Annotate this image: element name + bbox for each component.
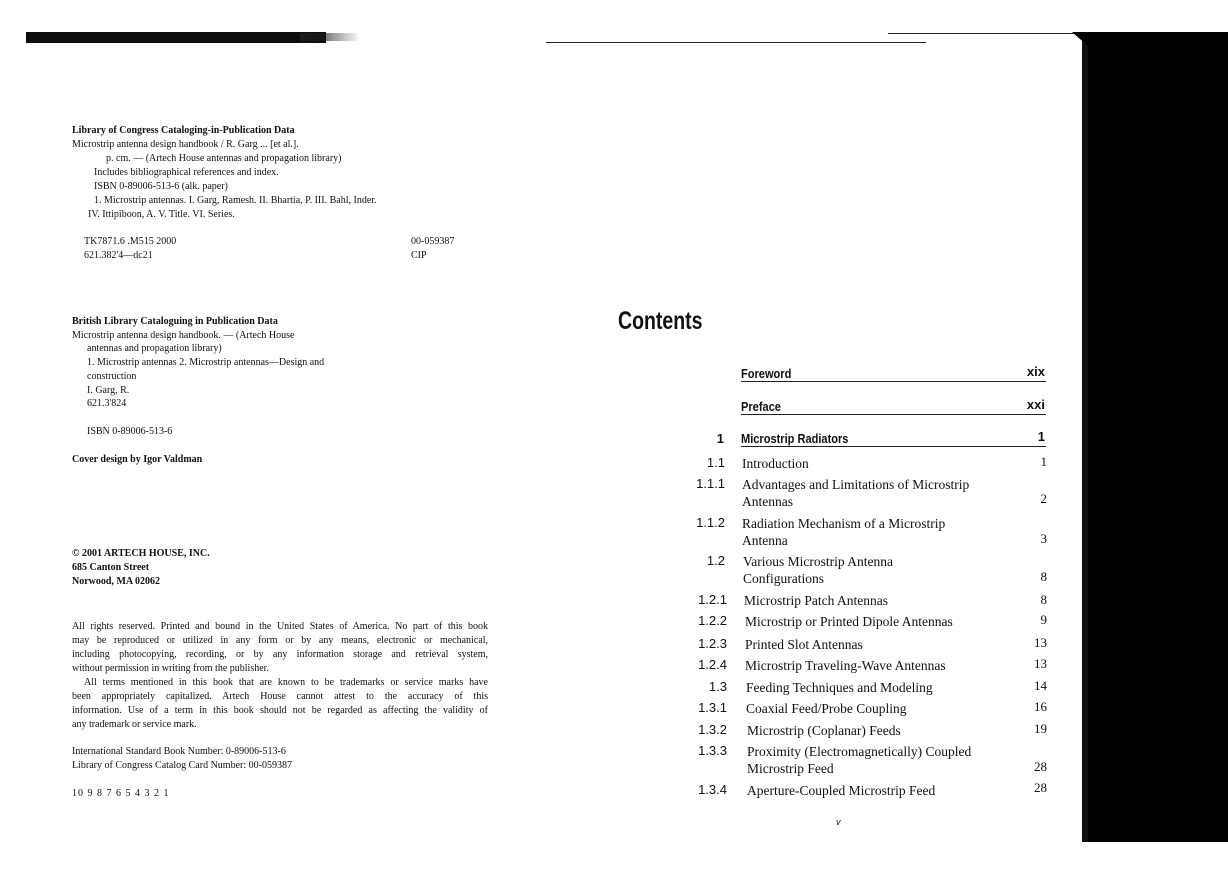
toc-entry-page: 8 (1040, 569, 1047, 584)
toc-foreword-page: xix (1026, 364, 1045, 379)
toc-rule (741, 381, 1046, 382)
toc-chapter-title: Microstrip Radiators (741, 431, 849, 446)
bl-line: 621.3'824 (87, 398, 127, 409)
toc-entry-title: Radiation Mechanism of a Microstrip (742, 516, 946, 531)
toc-entry-title: Various Microstrip Antenna (743, 554, 893, 569)
toc-entry-page: 8 (1040, 592, 1047, 607)
rights-line: may be reproduced or utilized in any form or by any means, electronic or mechanical, (72, 635, 488, 646)
cip-label: CIP (411, 250, 427, 261)
toc-entry-page: 1 (1040, 454, 1047, 469)
toc-foreword: Foreword (741, 366, 792, 381)
loc-line: 1. Microstrip antennas. I. Garg, Ramesh. II. Bhartia, P. III. Bahl, Inder. (94, 195, 377, 206)
rights-line: without permission in writing from the publisher. (72, 663, 269, 674)
page-folio: v (836, 817, 841, 827)
toc-entry-number: 1.2.4 (698, 657, 727, 672)
trademark-line: information. Use of a term in this book should not be regarded as affecting the validity of (72, 705, 488, 716)
toc-entry-title: Microstrip or Printed Dipole Antennas (745, 614, 953, 629)
toc-chapter-page: 1 (1037, 429, 1045, 444)
trademark-line: any trademark or service mark. (72, 719, 197, 730)
loc-line: IV. Ittipiboon, A. V. Title. VI. Series. (88, 209, 235, 220)
toc-entry-title: Advantages and Limitations of Microstrip (742, 477, 970, 492)
dewey-number: 621.382'4—dc21 (84, 250, 153, 261)
page-title: Contents (618, 307, 703, 335)
toc-entry-title: Antenna (742, 533, 788, 548)
toc-entry-title: Printed Slot Antennas (745, 637, 863, 652)
toc-entry-number: 1.3 (708, 679, 727, 694)
toc-entry-title: Microstrip Traveling-Wave Antennas (745, 658, 946, 673)
toc-rule (741, 446, 1046, 447)
copyright-notice: © 2001 ARTECH HOUSE, INC. (72, 548, 210, 559)
publisher-address: 685 Canton Street (72, 562, 150, 573)
scan-edge-line-2 (888, 33, 1078, 34)
bl-line: 1. Microstrip antennas 2. Microstrip antennas—Design and (87, 357, 325, 368)
bl-isbn: ISBN 0-89006-513-6 (87, 426, 173, 437)
lccn: 00-059387 (411, 236, 455, 247)
toc-entry-page: 13 (1034, 635, 1047, 650)
toc-entry-title: Coaxial Feed/Probe Coupling (746, 701, 907, 716)
loc-line: Microstrip antenna design handbook / R. Garg ... [et al.]. (72, 139, 299, 150)
bl-line: antennas and propagation library) (87, 343, 222, 354)
trademark-line: been appropriately capitalized. Artech House cannot attest to the accuracy of this (72, 691, 488, 702)
bl-heading: British Library Cataloguing in Publication Data (72, 316, 278, 327)
toc-entry-title: Aperture-Coupled Microstrip Feed (747, 783, 936, 798)
toc-entry-page: 9 (1040, 612, 1047, 627)
trademark-line: All terms mentioned in this book that are known to be trademarks or service marks have (84, 677, 488, 688)
scan-shadow-top-left (26, 32, 326, 43)
toc-entry-number: 1.2.3 (698, 636, 727, 651)
scan-shadow-fade (300, 33, 360, 41)
loc-heading: Library of Congress Cataloging-in-Publication Data (72, 125, 295, 136)
bl-line: I. Garg, R. (87, 385, 130, 396)
toc-entry-page: 3 (1040, 531, 1047, 546)
toc-rule (741, 414, 1046, 415)
publisher-city: Norwood, MA 02062 (72, 576, 161, 587)
toc-entry-page: 28 (1034, 759, 1047, 774)
cover-design-credit: Cover design by Igor Valdman (72, 454, 203, 465)
toc-entry-title: Feeding Techniques and Modeling (746, 680, 933, 695)
toc-entry-number: 1.3.2 (698, 722, 727, 737)
scan-right-shadow (1088, 32, 1228, 842)
toc-chapter-number: 1 (716, 431, 724, 446)
toc-entry-title: Microstrip Patch Antennas (744, 593, 888, 608)
toc-preface-page: xxi (1026, 397, 1045, 412)
toc-entry-number: 1.3.3 (698, 743, 727, 758)
toc-entry-number: 1.1.1 (696, 476, 725, 491)
rights-line: All rights reserved. Printed and bound in the United States of America. No part of this book (72, 621, 488, 632)
toc-entry-page: 19 (1034, 721, 1047, 736)
toc-entry-number: 1.3.1 (698, 700, 727, 715)
toc-entry-title: Configurations (743, 571, 824, 586)
toc-entry-number: 1.2.2 (698, 613, 727, 628)
bl-line: construction (87, 371, 137, 382)
toc-entry-page: 14 (1034, 678, 1047, 693)
lccn-line: Library of Congress Catalog Card Number: 00-059387 (72, 760, 292, 771)
toc-entry-number: 1.1 (706, 455, 725, 470)
rights-line: including photocopying, recording, or by any information storage and retrieval system, (72, 649, 488, 660)
toc-entry-title: Antennas (742, 494, 793, 509)
toc-preface: Preface (741, 399, 781, 414)
toc-entry-number: 1.2.1 (698, 592, 727, 607)
bl-line: Microstrip antenna design handbook. — (Artech House (72, 330, 295, 341)
toc-entry-title: Proximity (Electromagnetically) Coupled (747, 744, 972, 759)
toc-entry-title: Microstrip (Coplanar) Feeds (747, 723, 901, 738)
toc-entry-title: Introduction (742, 456, 809, 471)
loc-line: ISBN 0-89006-513-6 (alk. paper) (94, 181, 228, 192)
isbn-line: International Standard Book Number: 0-89006-513-6 (72, 746, 286, 757)
toc-entry-title: Microstrip Feed (747, 761, 834, 776)
toc-entry-page: 13 (1034, 656, 1047, 671)
printing-line: 10 9 8 7 6 5 4 3 2 1 (72, 788, 170, 799)
loc-line: Includes bibliographical references and index. (94, 167, 279, 178)
toc-entry-page: 16 (1034, 699, 1047, 714)
toc-entry-number: 1.3.4 (698, 782, 727, 797)
toc-entry-page: 28 (1034, 780, 1047, 795)
lc-class-number: TK7871.6 .M515 2000 (84, 236, 177, 247)
toc-entry-page: 2 (1040, 491, 1047, 506)
scan-edge-line (546, 42, 926, 43)
toc-entry-number: 1.2 (706, 553, 725, 568)
loc-line: p. cm. — (Artech House antennas and propagation library) (106, 153, 342, 164)
toc-entry-number: 1.1.2 (696, 515, 725, 530)
